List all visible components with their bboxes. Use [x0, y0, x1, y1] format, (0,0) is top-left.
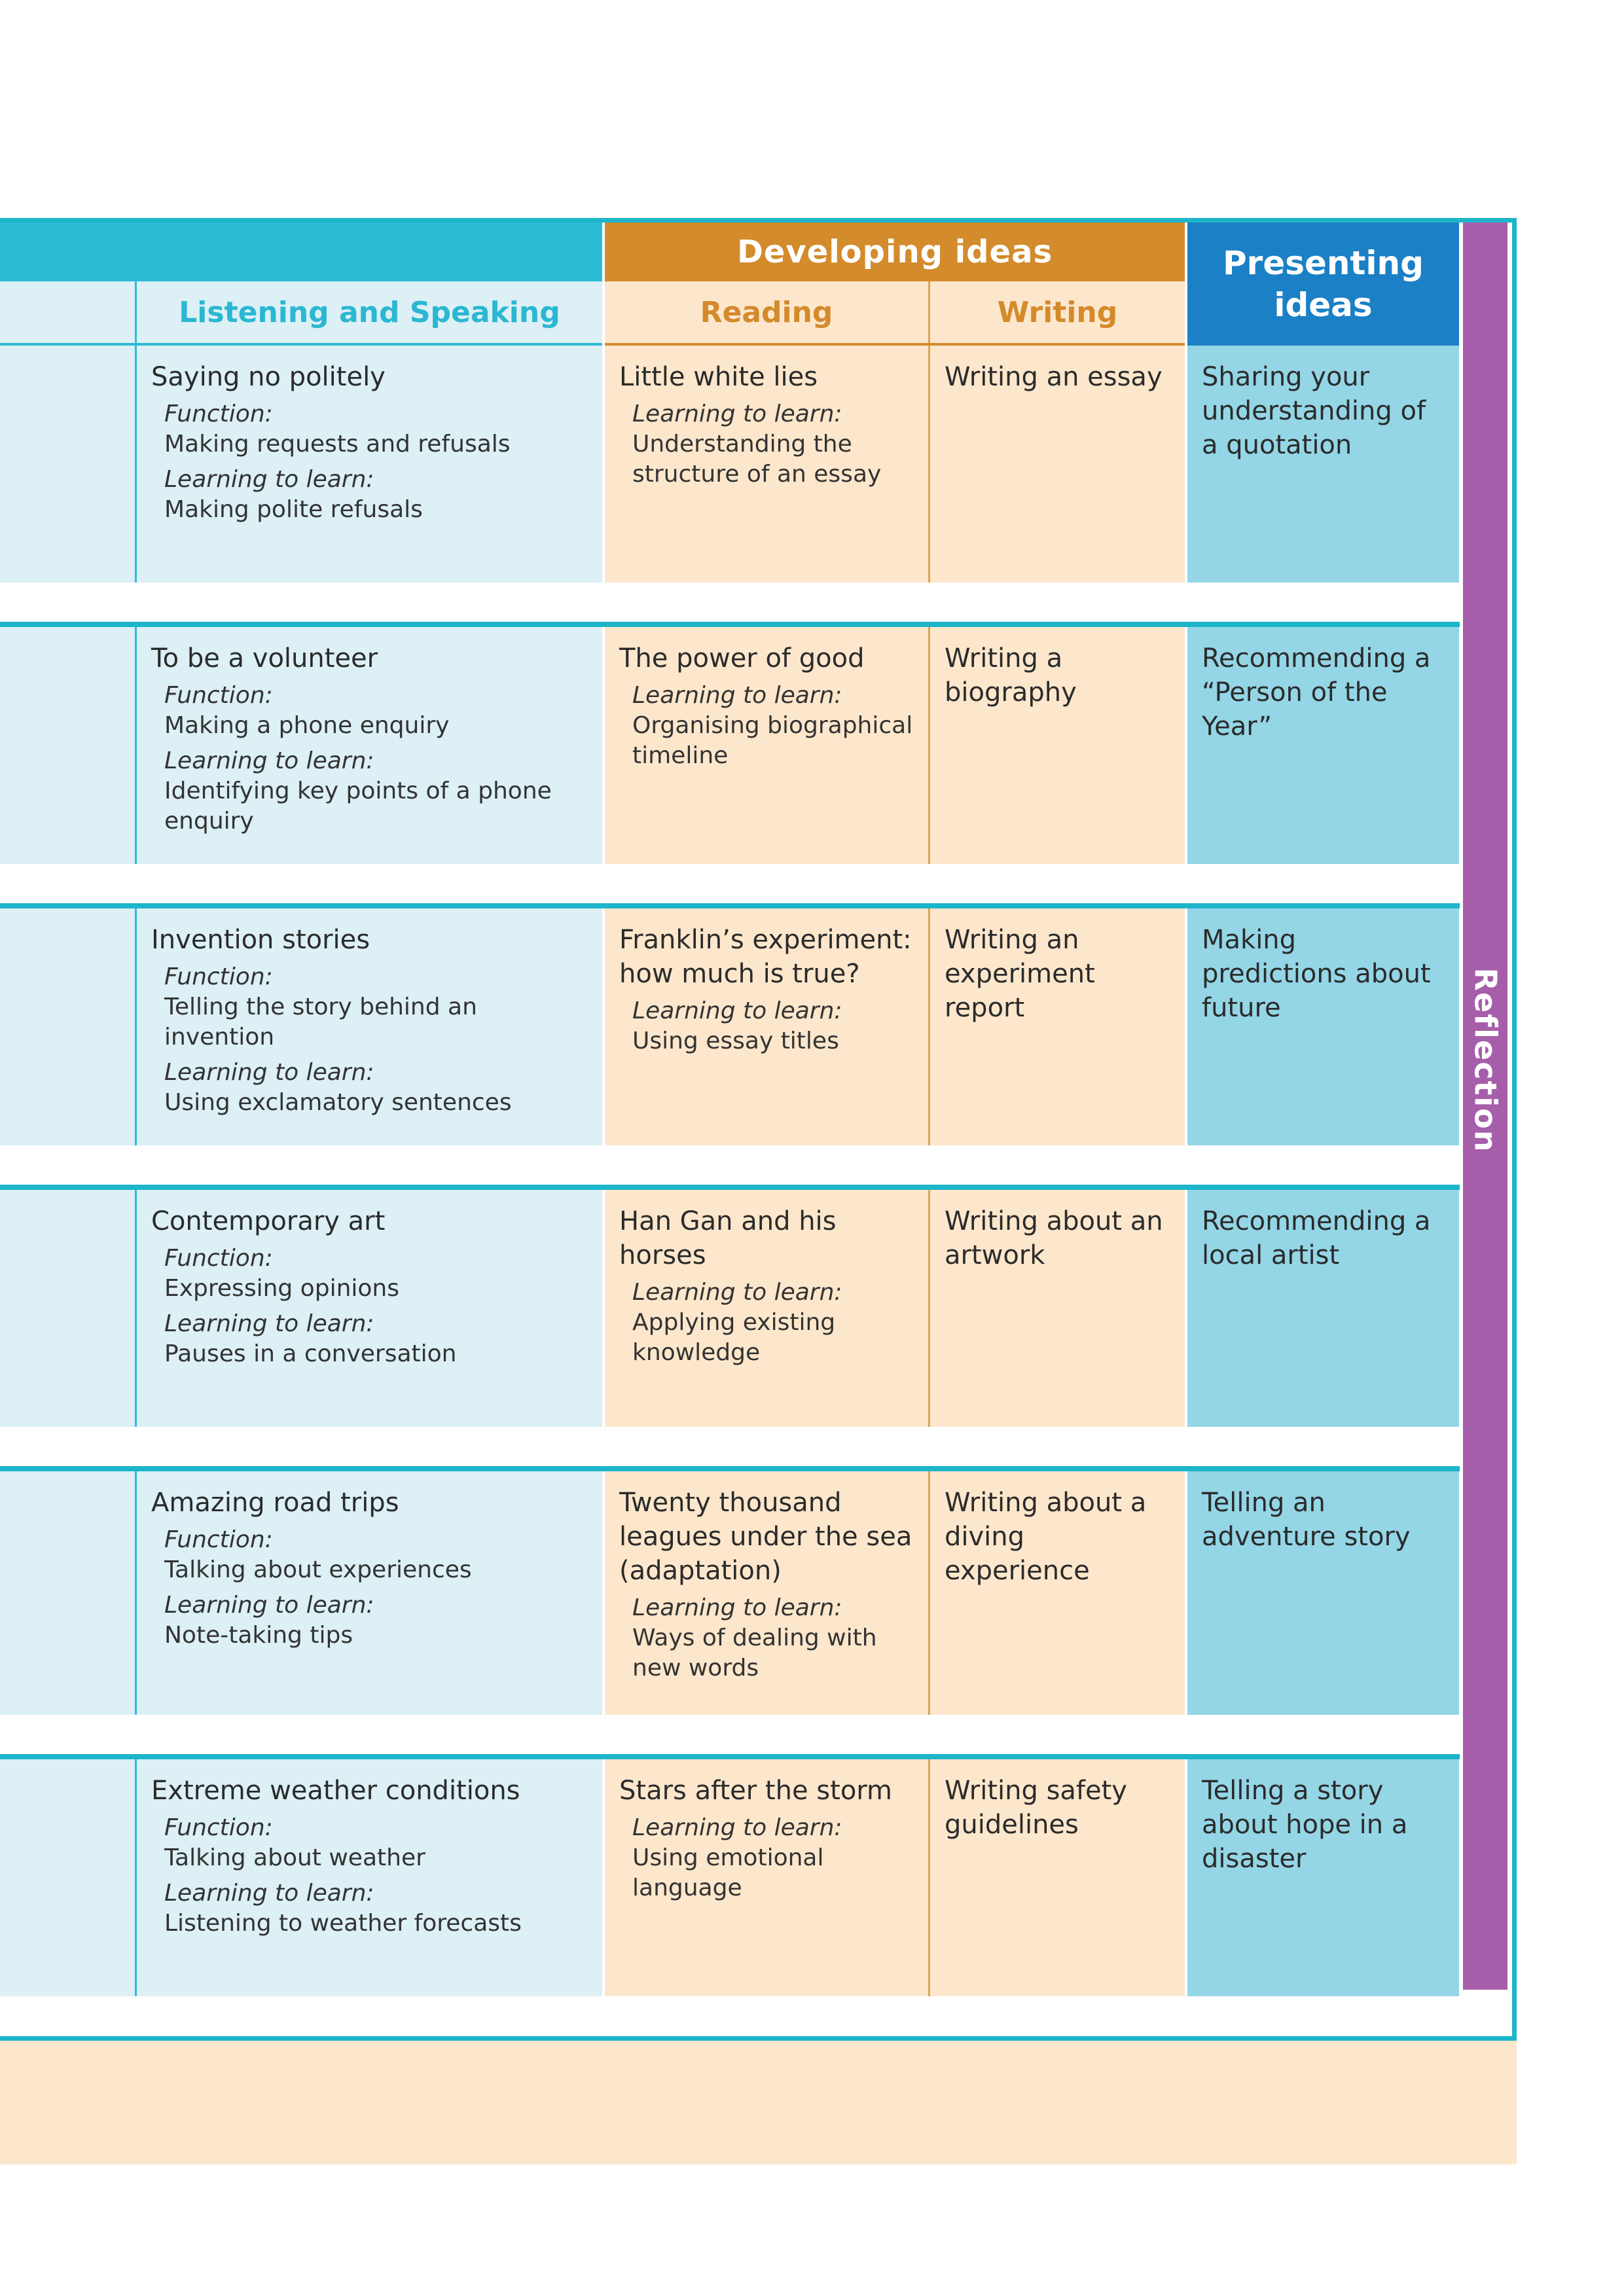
- row-separator: [0, 622, 1460, 627]
- reading-learning: Organising biographical timeline: [632, 712, 913, 769]
- header-reading: Reading: [605, 281, 928, 344]
- function-label: Function:: [164, 1526, 273, 1553]
- ls-learning: Pauses in a conversation: [164, 1340, 457, 1367]
- reading-learning: Ways of dealing with new words: [632, 1624, 877, 1681]
- listening-speaking-cell: [135, 1471, 602, 1715]
- ls-learning: Identifying key points of a phone enquiry: [164, 778, 552, 834]
- learning-label: Learning to learn:: [164, 747, 374, 774]
- presenting-cell: [1187, 908, 1459, 1145]
- unit-cell: [0, 908, 135, 1145]
- listening-speaking-cell: [135, 627, 602, 864]
- header-teal-band: [0, 223, 602, 281]
- header-presenting-ideas: Presenting ideas: [1187, 223, 1459, 346]
- presenting-title: Telling an adventure story: [1202, 1488, 1411, 1552]
- writing-cell: [928, 1471, 1185, 1715]
- ls-title: Invention stories: [151, 925, 370, 955]
- presenting-cell: [1187, 627, 1459, 864]
- presenting-cell: [1187, 1471, 1459, 1715]
- reading-cell: [605, 1190, 928, 1427]
- presenting-cell: [1187, 1759, 1459, 1996]
- writing-cell: [928, 1190, 1185, 1427]
- function-label: Function:: [164, 401, 273, 427]
- ls-title: Contemporary art: [151, 1206, 386, 1236]
- writing-cell: [928, 627, 1185, 864]
- ls-learning: Listening to weather forecasts: [164, 1910, 522, 1937]
- learning-label: Learning to learn:: [164, 1592, 374, 1619]
- learning-label: Learning to learn:: [632, 1594, 842, 1621]
- presenting-title: Recommending a “Person of the Year”: [1202, 643, 1431, 742]
- presenting-title: Recommending a local artist: [1202, 1206, 1431, 1270]
- ls-learning: Making polite refusals: [164, 496, 423, 523]
- learning-label: Learning to learn:: [632, 682, 842, 709]
- writing-title: Writing a biography: [945, 643, 1077, 708]
- reflection-label: Reflection: [1468, 967, 1504, 1153]
- header-writing: Writing: [928, 281, 1185, 344]
- row-separator: [0, 1466, 1460, 1471]
- reading-title: The power of good: [619, 643, 865, 673]
- learning-label: Learning to learn:: [632, 997, 842, 1024]
- reading-title: Little white lies: [619, 362, 818, 392]
- presenting-title: Making predictions about future: [1202, 925, 1431, 1023]
- ls-function: Expressing opinions: [164, 1275, 399, 1302]
- presenting-cell: [1187, 346, 1459, 583]
- writing-title: Writing an experiment report: [945, 925, 1095, 1023]
- ls-function: Talking about weather: [164, 1844, 425, 1871]
- function-label: Function:: [164, 1814, 273, 1841]
- function-label: Function:: [164, 1245, 273, 1272]
- header-developing-ideas: Developing ideas: [605, 223, 1185, 281]
- ls-title: To be a volunteer: [151, 643, 378, 673]
- learning-label: Learning to learn:: [632, 1814, 842, 1841]
- presenting-cell: [1187, 1190, 1459, 1427]
- reading-cell: [605, 1471, 928, 1715]
- function-label: Function:: [164, 963, 273, 990]
- reading-cell: [605, 1759, 928, 1996]
- writing-title: Writing an essay: [945, 362, 1163, 392]
- reading-title: Han Gan and his horses: [619, 1206, 837, 1270]
- ls-function: Telling the story behind an invention: [164, 994, 477, 1050]
- header-listening-speaking: Listening and Speaking: [135, 281, 602, 344]
- footer-band: [0, 2036, 1517, 2164]
- ls-function: Making requests and refusals: [164, 431, 511, 457]
- table-right-border: [1512, 218, 1517, 2164]
- learning-label: Learning to learn:: [164, 466, 374, 493]
- writing-title: Writing about an artwork: [945, 1206, 1163, 1270]
- ls-title: Amazing road trips: [151, 1488, 399, 1518]
- reading-title: Twenty thousand leagues under the sea (adaptation): [619, 1488, 912, 1586]
- reading-learning: Using emotional language: [632, 1844, 824, 1901]
- presenting-title: Telling a story about hope in a disaster: [1202, 1776, 1408, 1874]
- ls-function: Making a phone enquiry: [164, 712, 450, 739]
- unit-cell: [0, 1190, 135, 1427]
- listening-speaking-cell: [135, 1759, 602, 1996]
- ls-function: Talking about experiences: [164, 1556, 472, 1583]
- ls-title: Saying no politely: [151, 362, 386, 392]
- learning-label: Learning to learn:: [632, 1279, 842, 1306]
- listening-speaking-cell: [135, 908, 602, 1145]
- unit-cell: [0, 1759, 135, 1996]
- row-separator: [0, 903, 1460, 908]
- unit-cell: [0, 627, 135, 864]
- header-unit-column: [0, 281, 135, 344]
- row-separator: [0, 1754, 1460, 1759]
- presenting-title: Sharing your understanding of a quotation: [1202, 362, 1426, 460]
- table-top-border: [0, 218, 1517, 223]
- row-separator: [0, 1185, 1460, 1190]
- reading-learning: Applying existing knowledge: [632, 1309, 836, 1366]
- unit-cell: [0, 346, 135, 583]
- listening-speaking-cell: [135, 346, 602, 583]
- unit-cell: [0, 1471, 135, 1715]
- ls-title: Extreme weather conditions: [151, 1776, 520, 1806]
- reading-cell: [605, 908, 928, 1145]
- reading-cell: [605, 627, 928, 864]
- writing-cell: [928, 346, 1185, 583]
- reading-learning: Understanding the structure of an essay: [632, 431, 882, 488]
- writing-cell: [928, 1759, 1185, 1996]
- function-label: Function:: [164, 682, 273, 709]
- learning-label: Learning to learn:: [164, 1310, 374, 1337]
- reading-learning: Using essay titles: [632, 1028, 839, 1054]
- learning-label: Learning to learn:: [164, 1059, 374, 1086]
- reading-title: Franklin’s experiment: how much is true?: [619, 925, 912, 989]
- ls-learning: Note-taking tips: [164, 1622, 353, 1649]
- reading-cell: [605, 346, 928, 583]
- writing-title: Writing safety guidelines: [945, 1776, 1127, 1840]
- writing-cell: [928, 908, 1185, 1145]
- reading-title: Stars after the storm: [619, 1776, 892, 1806]
- learning-label: Learning to learn:: [632, 401, 842, 427]
- listening-speaking-cell: [135, 1190, 602, 1427]
- ls-learning: Using exclamatory sentences: [164, 1089, 512, 1116]
- learning-label: Learning to learn:: [164, 1880, 374, 1907]
- writing-title: Writing about a diving experience: [945, 1488, 1147, 1586]
